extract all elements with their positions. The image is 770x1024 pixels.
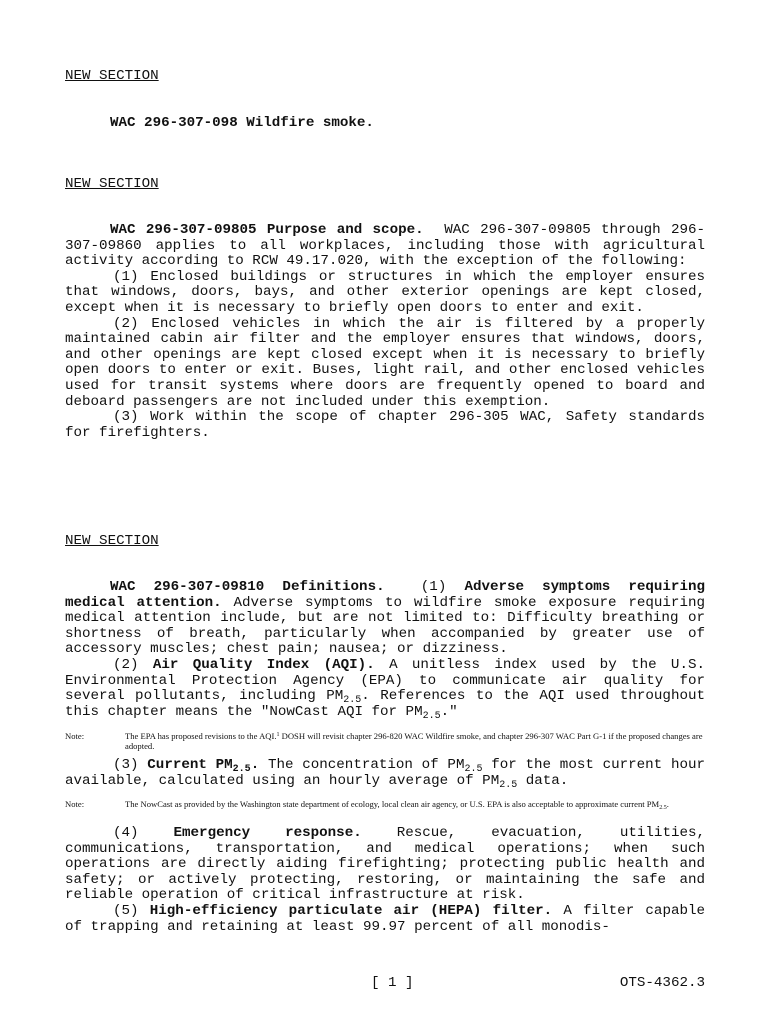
subscript: 2.5 [464, 764, 483, 775]
definition-text: A filter capable of trapping and retaining at least 99.97 percent of all monodis- [65, 902, 706, 935]
definition-text: . References to the AQI used throughout this chapter means the "NowCast AQI for PM [65, 688, 705, 720]
definition-number: (3) [113, 757, 139, 773]
definition-current-pm [65, 758, 705, 789]
section-heading-wildfire-smoke [65, 116, 705, 132]
new-section-label: NEW SECTION [65, 176, 159, 192]
subscript: 2.5 [499, 779, 518, 791]
definition-number: (5) [113, 902, 139, 919]
definition-text: A unitless index used by the U.S. Environmental Protection Agency (EPA) to communicate air quality for several pollutants, including PM [65, 656, 705, 705]
definition-number: (4) [113, 825, 139, 841]
definition-term-text: Current PM [147, 757, 233, 773]
definition-text: The concentration of PM [267, 757, 465, 773]
definition-text: data. [517, 772, 569, 789]
subscript: 2.5 [343, 695, 362, 707]
list-item-1: (1) Enclosed buildings or structures in which the employer ensures that windows, doors, bays, and other exterior openings are kept closed, except when it is necessary to briefly open doors to enter and exit. [65, 268, 705, 316]
new-section-label: NEW SECTION [65, 68, 159, 84]
definition-term: Air Quality Index (AQI). [152, 656, 375, 673]
definition-term: Adverse symptoms requiring medical attention. [65, 579, 705, 611]
definition-number: (1) [420, 579, 447, 595]
document-code: OTS-4362.3 [619, 975, 705, 991]
heading-text: WAC 296-307-09810 Definitions. [110, 579, 385, 595]
note-nowcast [65, 799, 705, 809]
note-text: The NowCast as provided by the Washington state department of ecology, local clean air agency, or U.S. EPA is also acceptable to approximate current PM [125, 799, 660, 809]
definition-text: Rescue, evacuation, utilities, communications, transportation, and medical operations; when such operations are directly aiding firefighting; protecting public health and safety; or actively protecting, restoring, or maintaining the safe and reliable operation of critical infrastructure at risk. [65, 825, 706, 904]
definitions-continued [65, 826, 705, 935]
definition-text: ." [440, 703, 458, 720]
definition-number: (2) [113, 656, 139, 673]
heading-text: WAC 296-307-09805 Purpose and scope. [110, 222, 424, 238]
note-label: Note: [65, 731, 85, 741]
definition-text: Adverse symptoms to wildfire smoke exposure requiring medical attention include, but are not limited to: Difficulty breathing or shortness of breath, particularly when accompanied by greater use of accessory muscles; chest pain; nausea; or dizziness. [65, 594, 705, 658]
note-text: The EPA has proposed revisions to the AQI. [125, 731, 277, 741]
definition-term: High-efficiency particulate air (HEPA) filter. [149, 902, 553, 919]
subscript: 2.5 [232, 764, 251, 775]
heading-text: WAC 296-307-098 Wildfire smoke. [110, 115, 374, 131]
list-item-3: (3) Work within the scope of chapter 296-305 WAC, Safety standards for firefighters. [65, 409, 705, 441]
note-label: Note: [65, 799, 85, 809]
definition-term: Emergency response. [173, 825, 362, 841]
note-text: DOSH will revisit chapter 296-820 WAC Wildfire smoke, and chapter 296-307 WAC Part G-1 if the proposed changes are adopted. [125, 731, 703, 751]
list-item-2: (2) Enclosed vehicles in which the air is filtered by a properly maintained cabin air filter and the employer ensures that windows, doors, and other openings are kept closed except when it is necessary to briefly open doors to enter or exit. Buses, light rail, and other enclosed vehicles used for transit systems where doors are frequently opened to board and deboard passengers are not included under this exemption. [65, 315, 705, 410]
footnote-ref: 1 [276, 732, 280, 738]
subscript: 2.5 [422, 710, 441, 722]
subscript: 2.5 [659, 805, 667, 811]
note-aqi [65, 731, 705, 751]
definition-term [147, 757, 259, 773]
section-purpose-and-scope [65, 223, 705, 441]
note-text: . [666, 799, 669, 809]
definition-term-text: . [250, 757, 260, 773]
page-number: [ 1 ] [371, 975, 414, 991]
new-section-label: NEW SECTION [65, 533, 159, 549]
paragraph-intro: WAC 296-307-09805 through 296-307-09860 applies to all workplaces, including those with agricultural activity according to RCW 49.17.020, with the exception of the following: [65, 222, 705, 270]
definition-text: for the most current hour available, calculated using an hourly average of PM [65, 757, 705, 789]
section-definitions [65, 580, 705, 720]
